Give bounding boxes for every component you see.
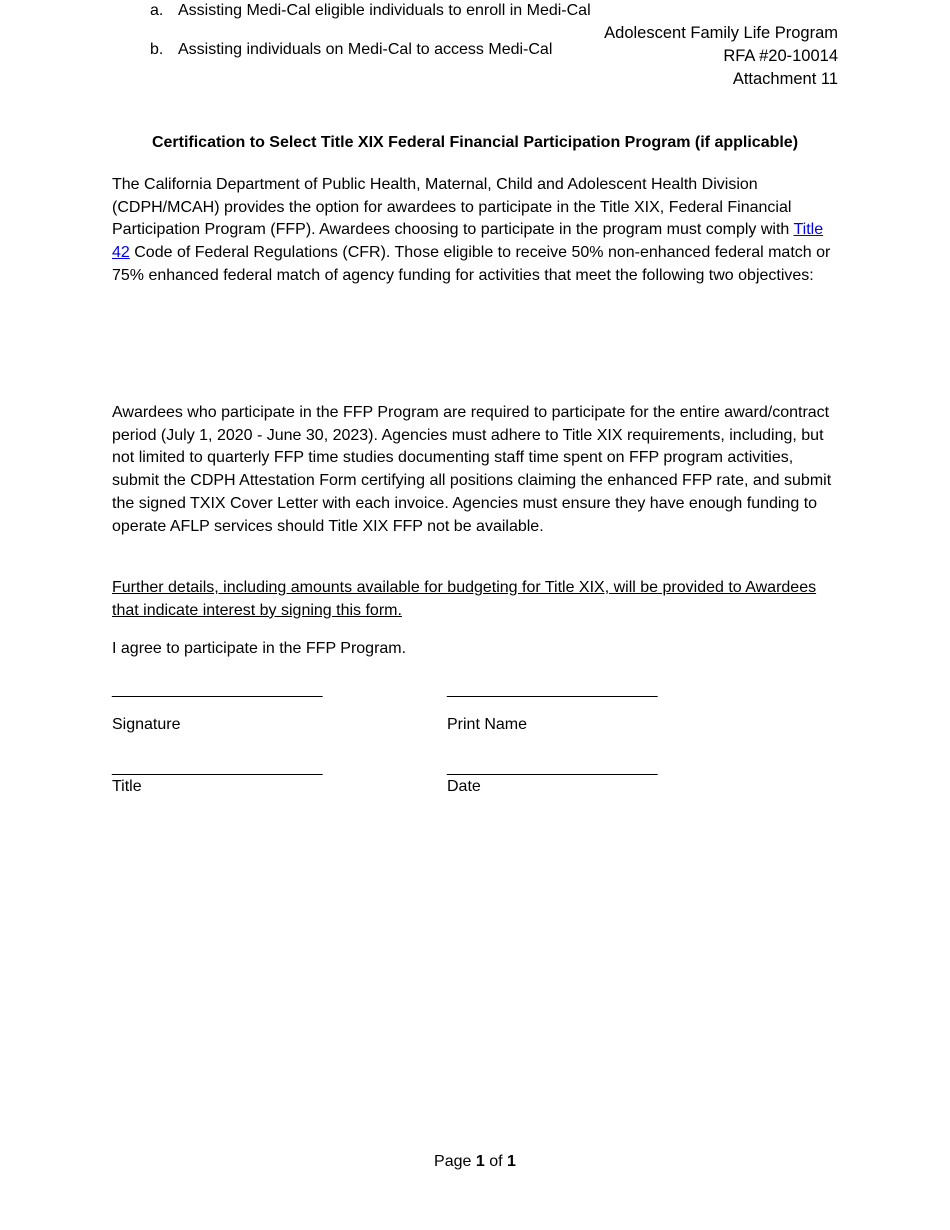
current-page-number: 1 [475,1153,485,1170]
signature-label: Signature [112,716,181,733]
list-item-text: Assisting individuals on Medi-Cal to access Medi-Cal [178,41,553,58]
further-details-paragraph: Further details, including amounts available for budgeting for Title XIX, will be provided to Awardees that indicate interest by signing this form. [112,579,817,619]
list-item-text: Assisting Medi-Cal eligible individuals to enroll in Medi-Cal [178,2,591,19]
rfa-number: RFA #20-10014 [723,47,838,65]
intro-text-after-link: Code of Federal Regulations (CFR). Those eligible to receive 50% non-enhanced federal match or 75% enhanced federal match of agency funding for activities that meet the following two objectives: [112,244,831,284]
attachment-number: Attachment 11 [732,70,838,88]
date-line[interactable]: _________________________ [447,759,657,776]
document-header [604,22,838,91]
page-word: Page [434,1153,472,1170]
document-title: Certification to Select Title XIX Federal Financial Participation Program (if applicable) [151,134,799,151]
list-marker: b. [150,41,164,58]
intro-text-before-link: The California Department of Public Health, Maternal, Child and Adolescent Health Division (CDPH/MCAH) provides the option for awardees to participate in the Title XIX, Federal Financial Participation Program (FFP). Awardees choosing to participate in the program must comply with [112,176,794,239]
print-name-label: Print Name [447,716,528,733]
date-label: Date [447,778,481,795]
total-pages-number: 1 [507,1153,516,1170]
list-item [150,39,552,61]
title-label: Title [112,778,142,795]
intro-paragraph [112,174,838,288]
of-word: of [489,1153,503,1170]
title-line[interactable]: _________________________ [112,759,322,776]
page-footer [0,1151,950,1173]
signature-line[interactable]: _________________________ [112,681,322,698]
list-marker: a. [150,2,164,19]
print-name-line[interactable]: _________________________ [447,681,657,698]
program-name: Adolescent Family Life Program [604,24,838,42]
requirements-paragraph: Awardees who participate in the FFP Program are required to participate for the entire award/contract period (July 1, 2020 - June 30, 2023). Agencies must adhere to Title XIX requirements, including, but not limited to quarterly FFP time studies documenting staff time spent on FFP program activities, submit the CDPH Attestation Form certifying all positions claiming the enhanced FFP rate, and submit the signed TXIX Cover Letter with each invoice. Agencies must ensure they have enough funding to operate AFLP services should Title XIX FFP not be available. [112,404,832,535]
title-42-link[interactable]: Title 42 [112,221,824,262]
agreement-statement: I agree to participate in the FFP Program. [112,640,407,657]
list-item [150,0,591,22]
